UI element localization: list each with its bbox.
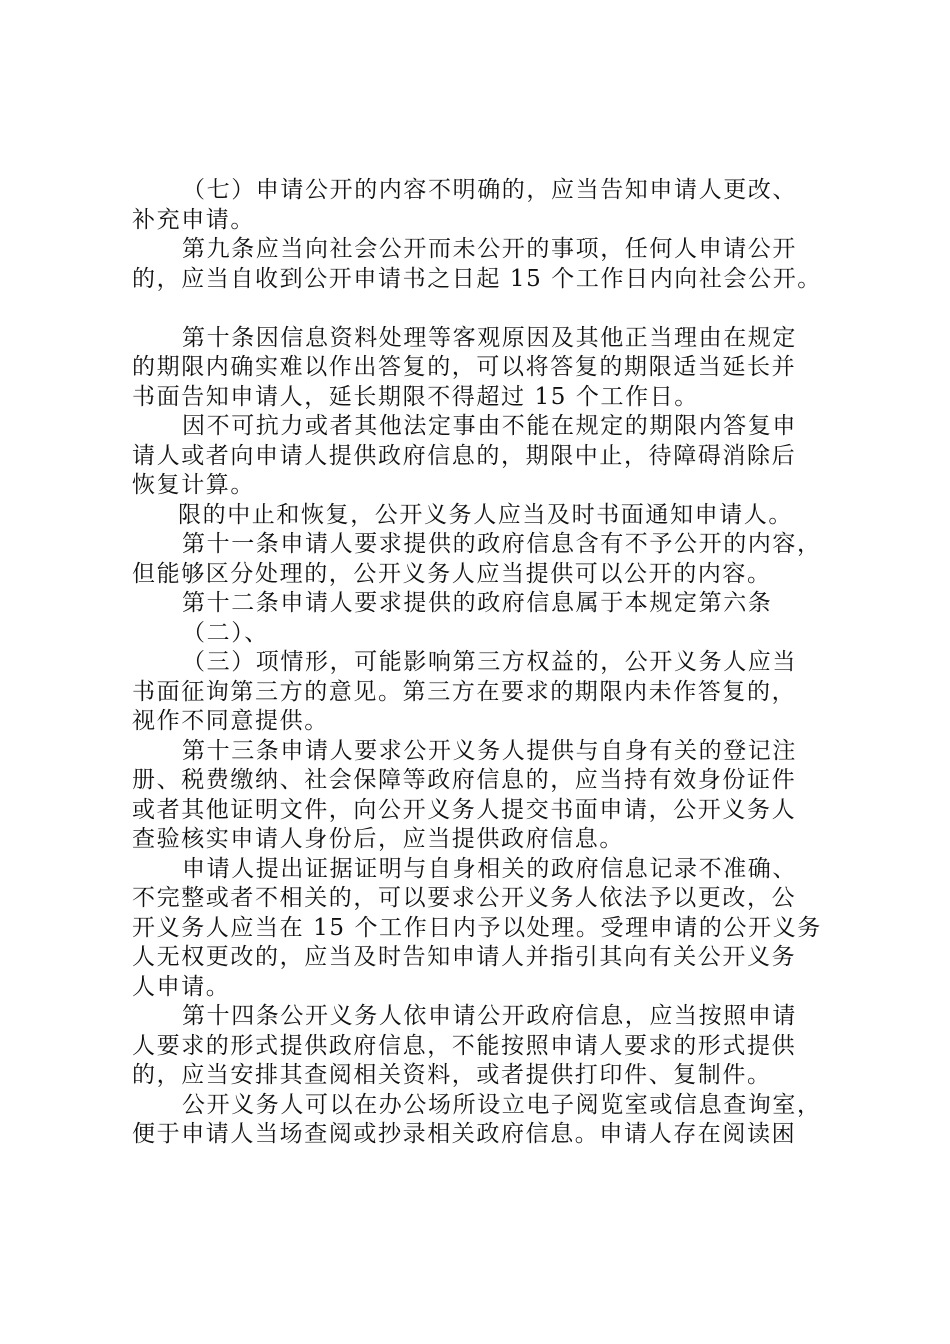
text-line: 公开义务人可以在办公场所设立电子阅览室或信息查询室， (182, 1091, 822, 1118)
text-line: 册、税费缴纳、社会保障等政府信息的，应当持有效身份证件 (132, 767, 797, 793)
text-line: 人要求的形式提供政府信息，不能按照申请人要求的形式提供 (132, 1032, 797, 1059)
text-line: 的期限内确实难以作出答复的，可以将答复的期限适当延长并 (132, 354, 797, 380)
text-line: 补充申请。 (132, 206, 255, 233)
text-line: 第十四条公开义务人依申请公开政府信息，应当按照申请 (182, 1003, 797, 1029)
text-line: （二）、 (182, 619, 269, 646)
text-line: 因不可抗力或者其他法定事由不能在规定的期限内答复申 (182, 413, 797, 439)
text-line: 开义务人应当在 15 个工作日内予以处理。受理申请的公开义务 (132, 914, 822, 941)
text-line: 第九条应当向社会公开而未公开的事项，任何人申请公开 (182, 236, 797, 262)
text-line: 限的中止和恢复，公开义务人应当及时书面通知申请人。 (178, 501, 793, 528)
text-line: 第十条因信息资料处理等客观原因及其他正当理由在规定 (182, 324, 797, 351)
text-line: 便于申请人当场查阅或抄录相关政府信息。申请人存在阅读困 (132, 1121, 797, 1147)
text-line: 或者其他证明文件，向公开义务人提交书面申请，公开义务人 (132, 796, 797, 823)
text-line: 的，应当自收到公开申请书之日起 15 个工作日内向社会公开。 (132, 265, 822, 292)
text-line: 第十一条申请人要求提供的政府信息含有不予公开的内容， (182, 531, 822, 557)
text-line: 第十三条申请人要求公开义务人提供与自身有关的登记注 (182, 737, 797, 764)
text-line: 申请人提出证据证明与自身相关的政府信息记录不准确、 (182, 855, 797, 882)
text-line: （七）申请公开的内容不明确的，应当告知申请人更改、 (182, 177, 797, 203)
text-line: 书面征询第三方的意见。第三方在要求的期限内未作答复的， (132, 678, 797, 705)
text-line: 不完整或者不相关的，可以要求公开义务人依法予以更改，公 (132, 885, 797, 911)
text-line: （三）项情形，可能影响第三方权益的，公开义务人应当 (182, 649, 797, 675)
text-line: 但能够区分处理的，公开义务人应当提供可以公开的内容。 (132, 560, 772, 587)
text-line: 第十二条申请人要求提供的政府信息属于本规定第六条 (182, 590, 773, 616)
text-line: 恢复计算。 (132, 472, 255, 498)
text-line: 人无权更改的，应当及时告知申请人并指引其向有关公开义务 (132, 944, 797, 970)
text-line: 查验核实申请人身份后，应当提供政府信息。 (132, 826, 624, 852)
paragraph-gap (132, 294, 832, 324)
document-body (132, 176, 832, 1150)
text-line: 视作不同意提供。 (132, 708, 329, 734)
text-line: 的，应当安排其查阅相关资料，或者提供打印件、复制件。 (132, 1062, 772, 1088)
text-line: 人申请。 (132, 973, 231, 1000)
text-line: 请人或者向申请人提供政府信息的，期限中止，待障碍消除后 (132, 442, 797, 469)
text-line: 书面告知申请人，延长期限不得超过 15 个工作日。 (132, 383, 699, 410)
